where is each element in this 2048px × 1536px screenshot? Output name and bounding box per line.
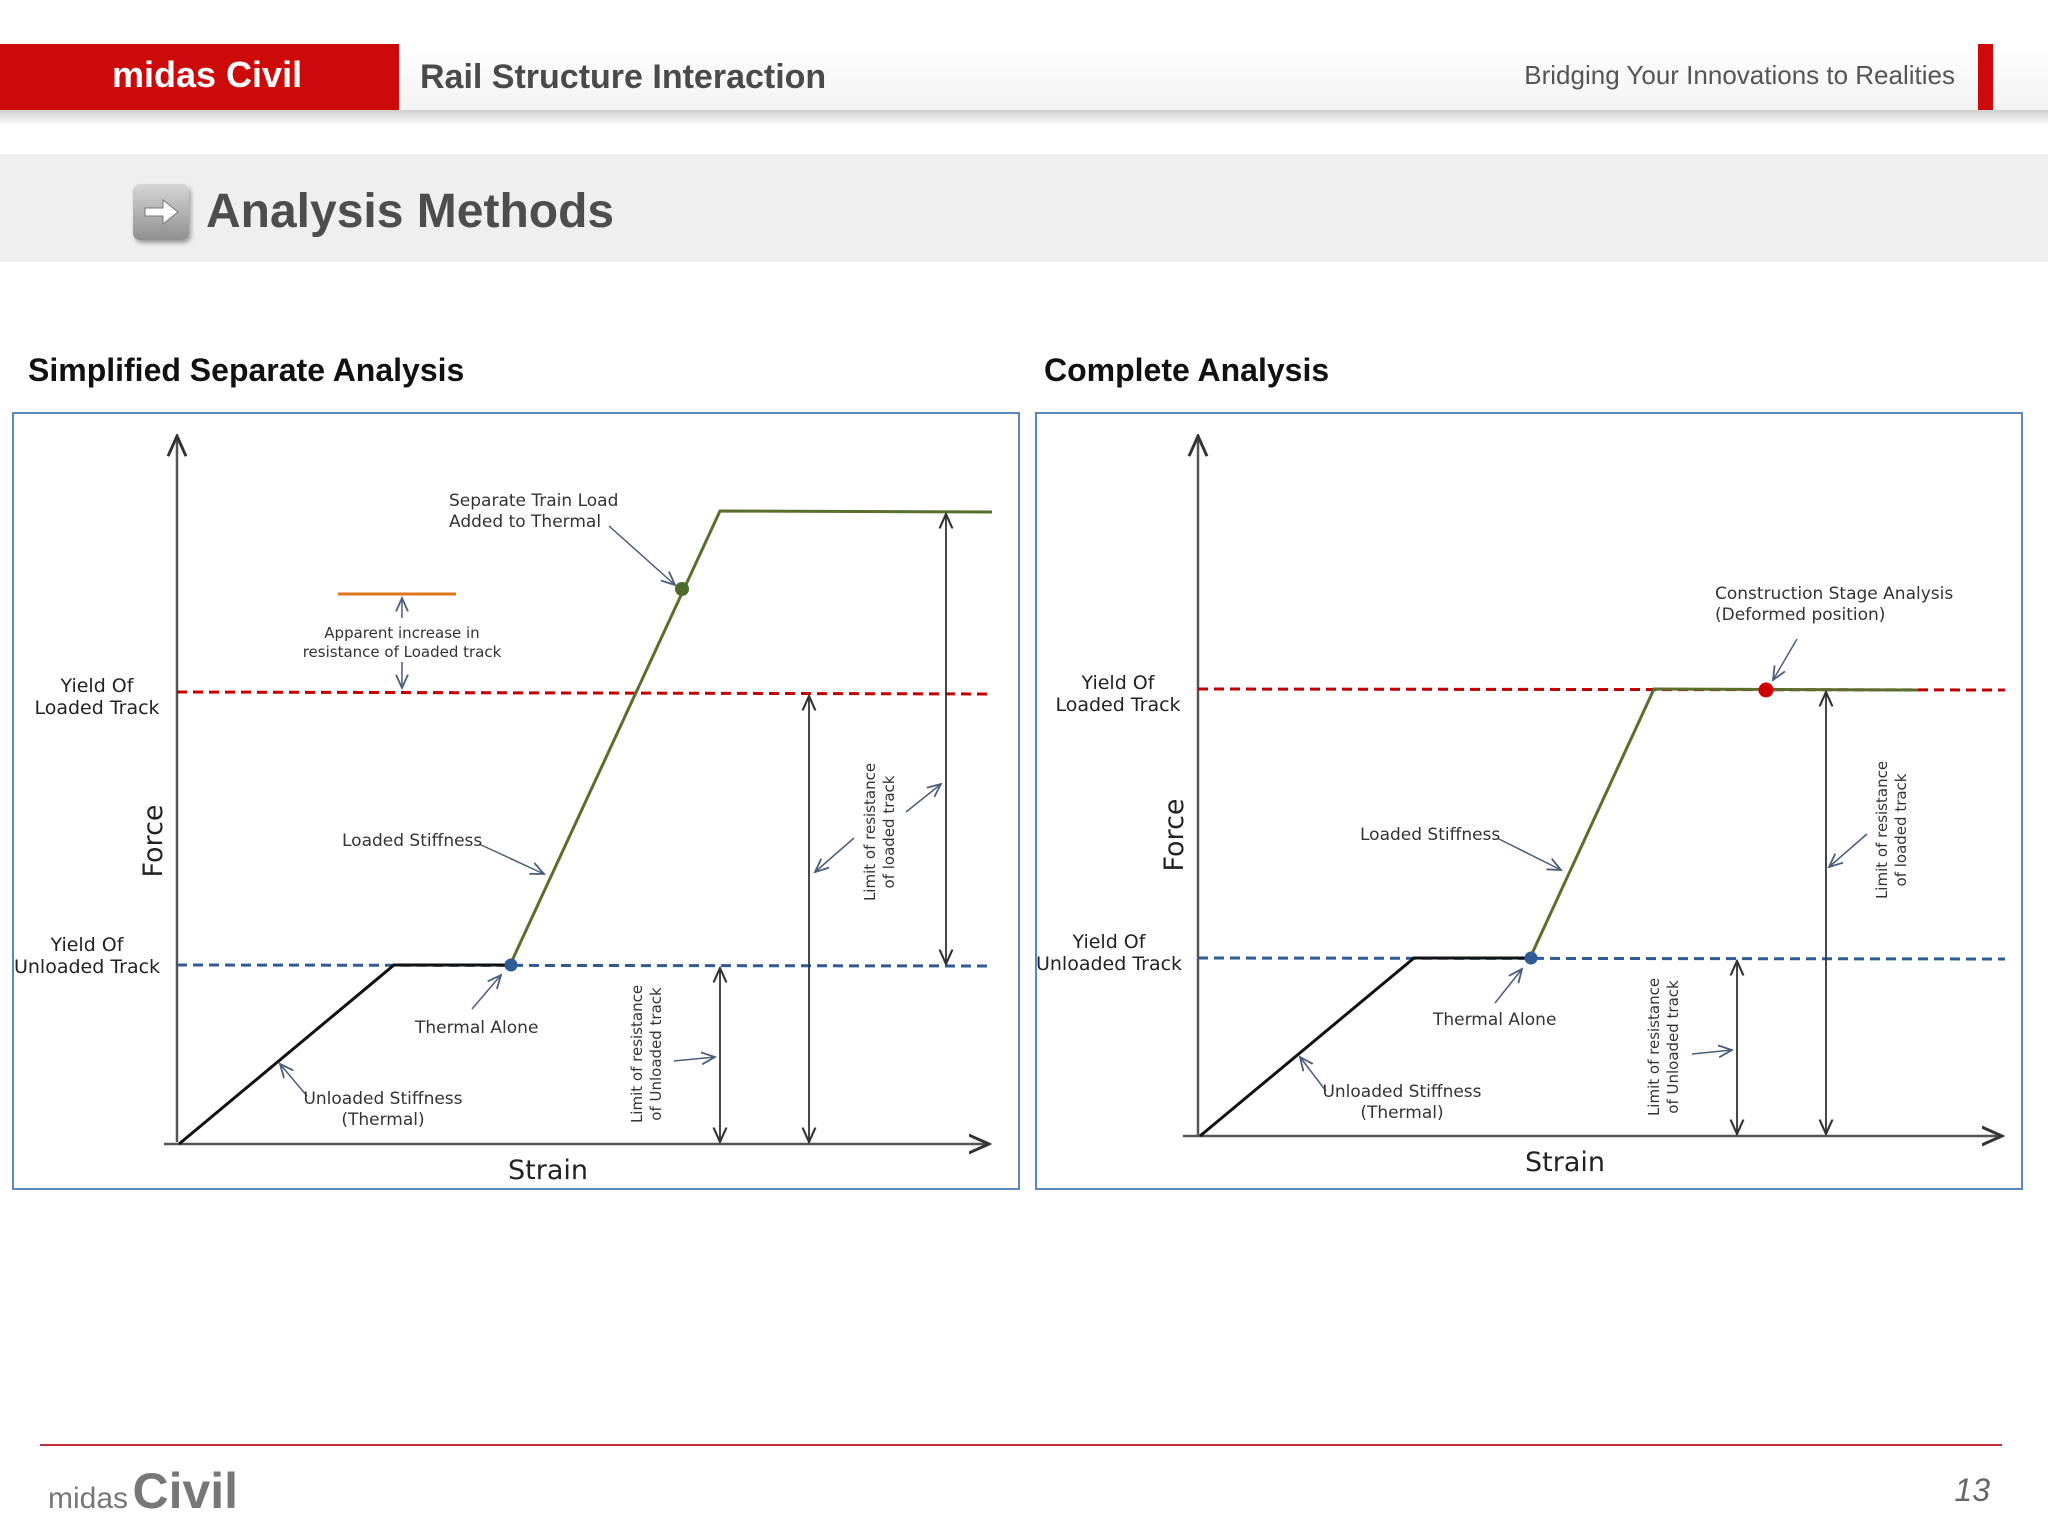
right-diagram [1037,414,2021,1188]
apparent-label-2: resistance of Loaded track [302,643,502,661]
unloaded-stiffness-label-2: (Thermal) [341,1110,425,1130]
construction-label-1: Construction Stage Analysis [1715,584,1954,604]
limit-unloaded-label-2: of Unloaded track [647,987,665,1121]
unloaded-stiffness-label-2: (Thermal) [1360,1103,1444,1123]
page-number: 13 [1954,1472,1990,1508]
yield-unloaded-label-1: Yield Of [50,934,124,956]
pointer-separate [609,526,675,585]
yield-unloaded-label-2: Unloaded Track [14,956,161,978]
thermal-alone-point [505,959,518,972]
x-axis-label: Strain [1525,1147,1605,1178]
section-title: Analysis Methods [206,185,615,238]
tagline: Bridging Your Innovations to Realities [1524,60,1955,90]
arrow-right-icon [133,184,189,240]
construction-stage-point [1759,683,1774,698]
footer-logo-big: Civil [132,1463,239,1519]
pointer-limit-loaded-a [815,838,854,872]
pointer-loaded-stiffness [479,844,544,874]
yield-loaded-line [177,692,992,694]
separate-load-label-2: Added to Thermal [449,512,602,532]
unloaded-stiffness-label-1: Unloaded Stiffness [303,1089,463,1109]
pointer-limit-loaded-b [906,784,941,812]
yield-loaded-label-2: Loaded Track [34,697,160,719]
footer-line [40,1444,2002,1446]
limit-loaded-label-1: Limit of resistance [861,762,879,902]
presentation-title: Rail Structure Interaction [420,58,827,96]
footer-logo [48,1462,238,1520]
limit-unloaded-label-2: of Unloaded track [1664,980,1682,1114]
yield-unloaded-label-2: Unloaded Track [1037,953,1183,975]
y-axis-label: Force [1159,798,1190,872]
left-panel-title: Simplified Separate Analysis [28,352,465,388]
separate-load-point [675,582,689,596]
limit-unloaded-label-1: Limit of resistance [628,984,646,1124]
loaded-stiffness-label: Loaded Stiffness [342,831,483,851]
limit-unloaded-label-1: Limit of resistance [1645,977,1663,1117]
loaded-curve [510,511,992,965]
yield-unloaded-line [177,965,992,966]
pointer-limit-loaded [1829,834,1867,867]
pointer-thermal-alone [472,975,501,1009]
limit-loaded-label-2: of loaded track [880,775,898,889]
right-panel-title: Complete Analysis [1044,352,1330,388]
loaded-curve [1530,689,1918,958]
loaded-stiffness-label: Loaded Stiffness [1360,825,1501,845]
pointer-loaded-stiffness [1497,838,1561,870]
thermal-alone-point [1525,952,1538,965]
pointer-thermal-alone [1495,969,1522,1003]
left-diagram-panel [12,412,1020,1190]
left-diagram [14,414,1018,1188]
thermal-alone-label: Thermal Alone [415,1018,539,1038]
yield-loaded-label-2: Loaded Track [1055,694,1181,716]
pointer-limit-unloaded [1692,1050,1732,1054]
unloaded-stiffness-label-1: Unloaded Stiffness [1322,1082,1482,1102]
right-diagram-panel [1035,412,2023,1190]
yield-unloaded-label-1: Yield Of [1072,931,1146,953]
yield-loaded-label-1: Yield Of [1081,672,1155,694]
pointer-construction [1773,639,1797,680]
header-shadow [0,110,2048,126]
yield-loaded-label-1: Yield Of [60,675,134,697]
pointer-limit-unloaded [674,1057,715,1061]
separate-load-label-1: Separate Train Load [449,491,619,511]
x-axis-label: Strain [508,1155,588,1186]
yield-unloaded-line [1198,958,2005,959]
apparent-label-1: Apparent increase in [324,624,480,642]
y-axis-label: Force [138,804,169,878]
header-accent-bar [1978,44,1993,110]
limit-loaded-label-1: Limit of resistance [1873,760,1891,900]
brand-logo: midas Civil [112,54,303,95]
limit-loaded-label-2: of loaded track [1892,773,1910,887]
footer-logo-small: midas [48,1482,129,1515]
construction-label-2: (Deformed position) [1715,605,1886,625]
thermal-alone-label: Thermal Alone [1433,1010,1557,1030]
